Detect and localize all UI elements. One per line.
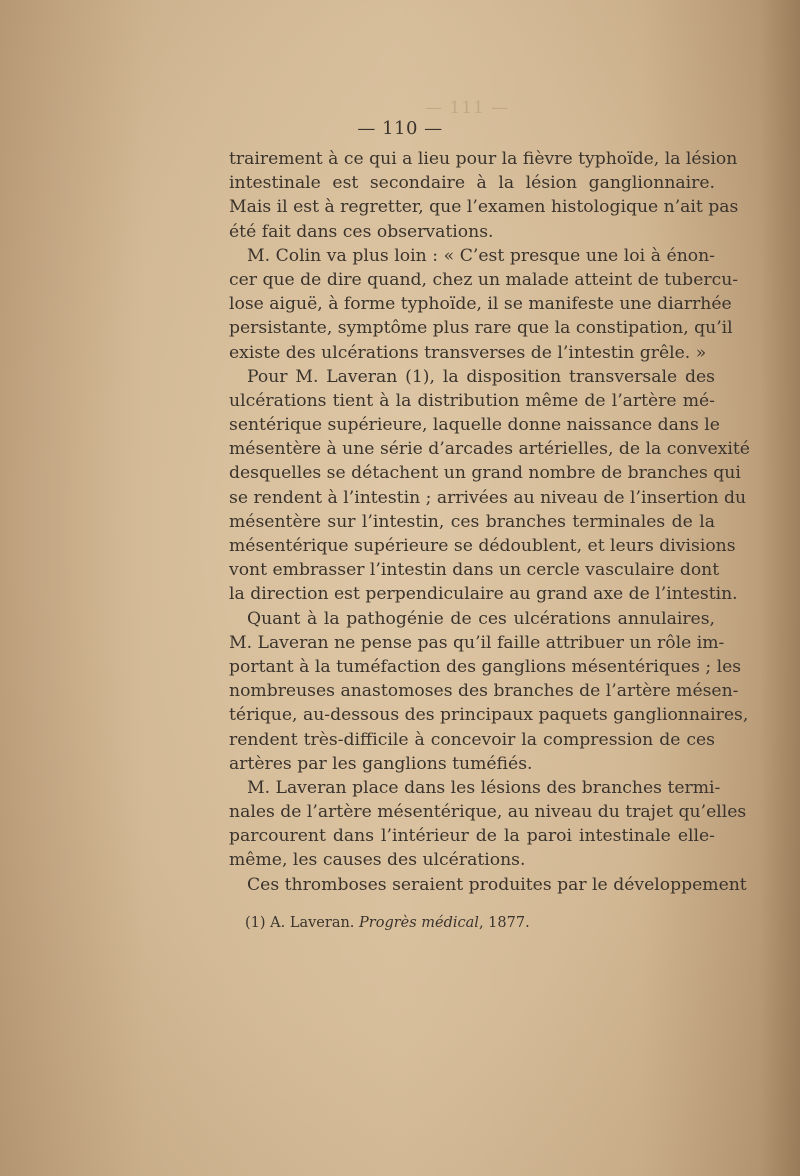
- text-line: Mais il est à regretter, que l’examen histologique n’ait pas: [229, 197, 739, 218]
- body-text: [229, 147, 750, 897]
- text-line: été fait dans ces observations.: [229, 221, 494, 242]
- text-line: Ces thromboses seraient produites par le développement: [247, 874, 747, 895]
- text-line: portant à la tuméfaction des ganglions mésentériques ; les: [229, 656, 742, 677]
- text-line: nales de l’artère mésentérique, au niveau du trajet qu’elles: [229, 802, 747, 823]
- text-line: mésentère à une série d’arcades artérielles, de la convexité: [229, 439, 750, 460]
- bleed-through-page-number: — 111 —: [425, 98, 510, 118]
- text-line: Quant à la pathogénie de ces ulcérations annulaires,: [247, 608, 715, 629]
- text-line: artères par les ganglions tuméfiés.: [229, 753, 533, 774]
- footnote-suffix: , 1877.: [478, 915, 530, 931]
- footnote: [245, 915, 530, 931]
- text-line: parcourent dans l’intérieur de la paroi intestinale elle-: [229, 826, 715, 847]
- text-line: desquelles se détachent un grand nombre de branches qui: [229, 463, 741, 484]
- text-line: la direction est perpendiculaire au grand axe de l’intestin.: [229, 584, 738, 605]
- text-line: lose aiguë, à forme typhoïde, il se manifeste une diarrhée: [229, 294, 732, 315]
- text-line: vont embrasser l’intestin dans un cercle vasculaire dont: [229, 560, 720, 581]
- text-line: térique, au-dessous des principaux paquets ganglionnaires,: [229, 705, 749, 726]
- page-edge-shadow: [760, 0, 800, 1176]
- footnote-prefix: (1) A. Laveran.: [245, 915, 360, 931]
- text-line: mésentérique supérieure se dédoublent, et leurs divisions: [229, 536, 736, 556]
- text-line: nombreuses anastomoses des branches de l’artère mésen-: [229, 681, 739, 702]
- text-line: rendent très-difficile à concevoir la compression de ces: [229, 729, 715, 750]
- text-line: cer que de dire quand, chez un malade atteint de tubercu-: [229, 269, 739, 290]
- text-line: sentérique supérieure, laquelle donne naissance dans le: [229, 415, 720, 436]
- text-line: se rendent à l’intestin ; arrivées au niveau de l’insertion du: [229, 487, 747, 508]
- text-line: M. Colin va plus loin : « C’est presque une loi à énon-: [247, 245, 715, 266]
- text-line: M. Laveran ne pense pas qu’il faille attribuer un rôle im-: [229, 632, 725, 653]
- text-line: mésentère sur l’intestin, ces branches terminales de la: [229, 511, 715, 532]
- footnote-journal: Progrès médical: [359, 915, 479, 931]
- text-line: Pour M. Laveran (1), la disposition transversale des: [247, 366, 715, 387]
- text-line: persistante, symptôme plus rare que la constipation, qu’il: [229, 318, 733, 339]
- page-number: — 110 —: [357, 118, 443, 139]
- text-line: existe des ulcérations transverses de l’intestin grêle. »: [229, 342, 707, 363]
- text-line: M. Laveran place dans les lésions des branches termi-: [247, 777, 721, 798]
- text-line: intestinale est secondaire à la lésion ganglionnaire.: [229, 173, 715, 194]
- text-line: même, les causes des ulcérations.: [229, 850, 526, 871]
- text-line: ulcérations tient à la distribution même de l’artère mé-: [229, 390, 715, 411]
- text-line: trairement à ce qui a lieu pour la fièvre typhoïde, la lésion: [229, 149, 738, 169]
